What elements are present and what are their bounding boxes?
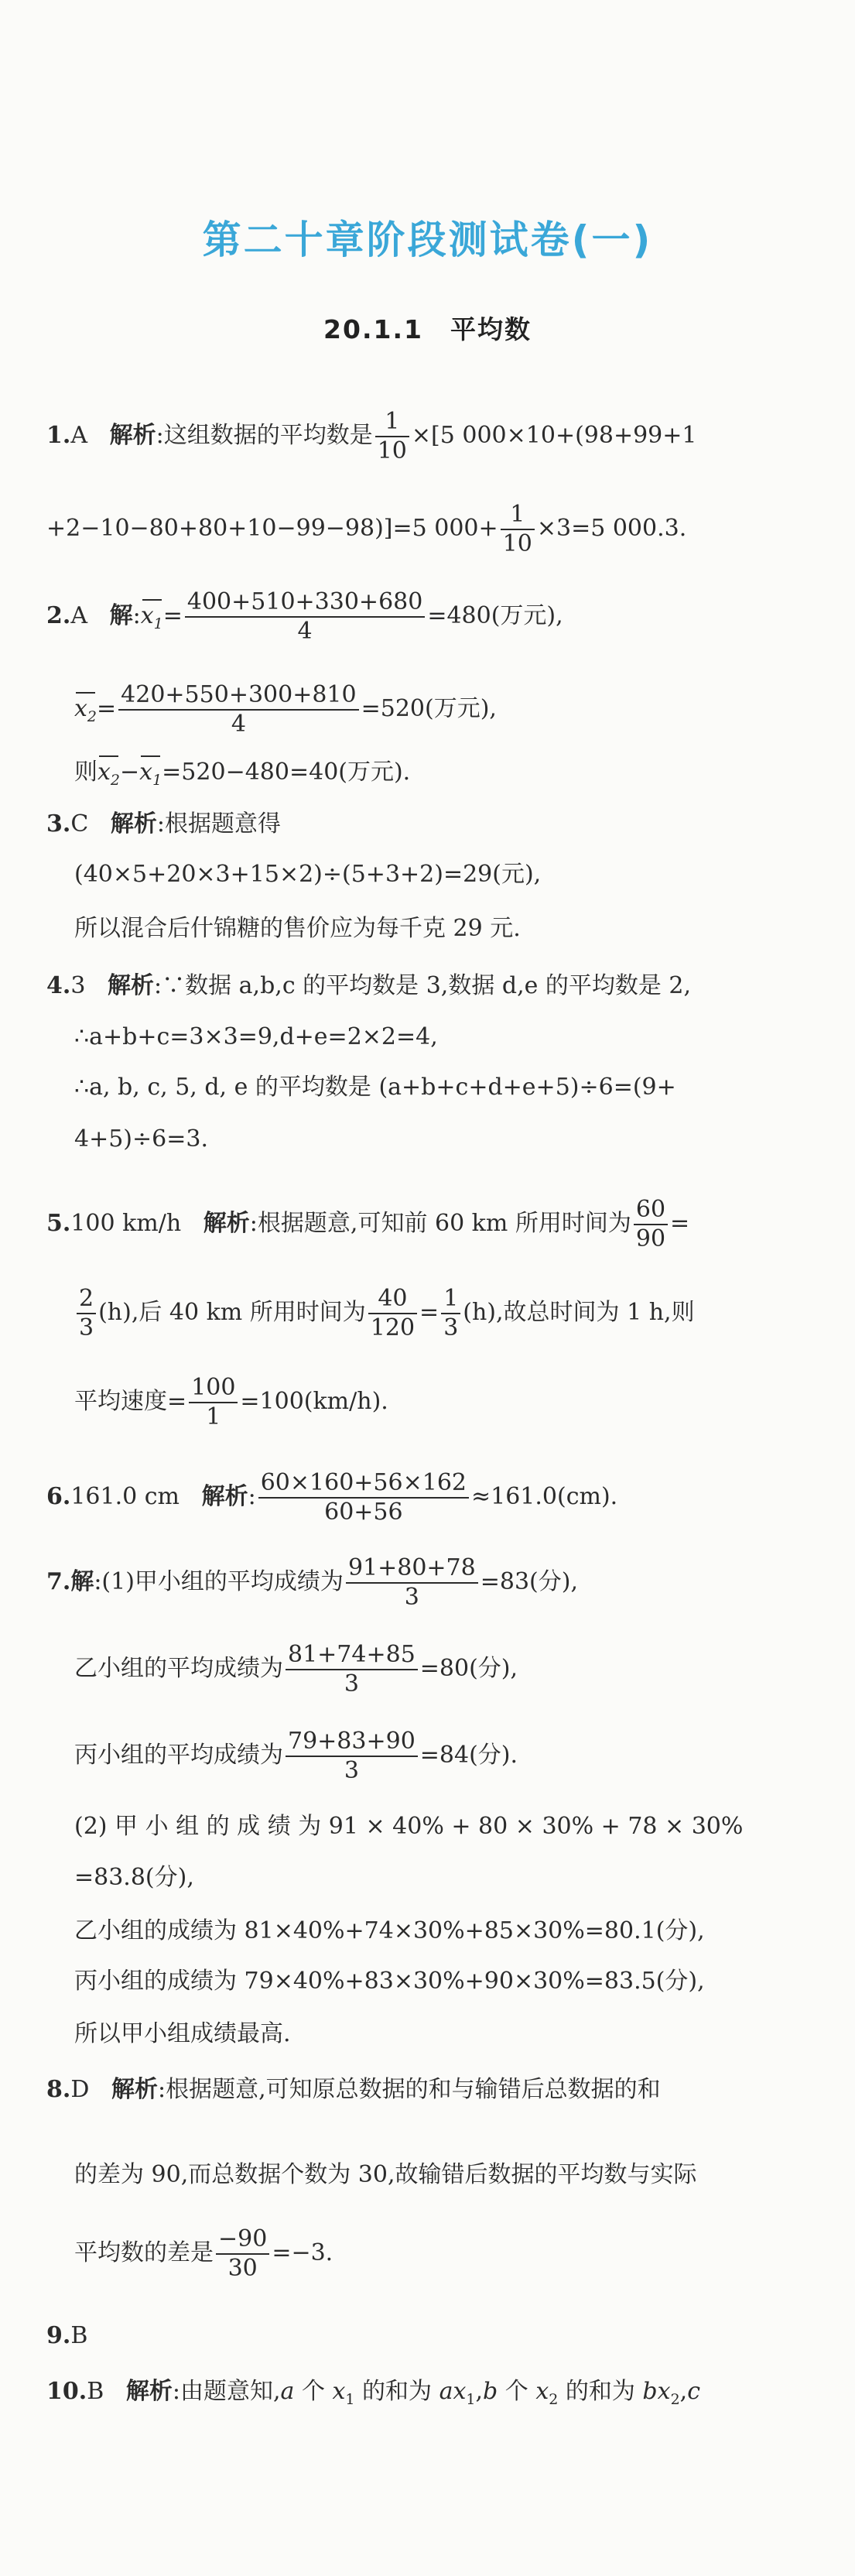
q8-number: 8. (46, 2076, 71, 2103)
q5-text: = (419, 1299, 439, 1326)
q5-fraction-3 (368, 1285, 417, 1342)
q2-text: : (132, 602, 141, 629)
fraction-den: 60+56 (324, 1499, 403, 1526)
q7-text: =84(分). (419, 1742, 518, 1769)
q9-number: 9. (46, 2322, 71, 2349)
q7-text: =83(分), (480, 1568, 578, 1595)
q4-line-3: ∴a, b, c, 5, d, e 的平均数是 (a+b+c+d+e+5)÷6=(9+ (74, 1074, 676, 1101)
q2-answer: A (70, 602, 87, 629)
q1-fraction-2-den: 10 (502, 530, 532, 557)
q4-answer: 3 (70, 972, 86, 999)
fraction-num: 1 (441, 1285, 460, 1314)
q1-text: ×[5 000×10+(98+99+1 (411, 422, 697, 449)
q4-line-2: ∴a+b+c=3×3=9,d+e=2×2=4, (74, 1023, 438, 1050)
fraction-den: 120 (370, 1314, 416, 1341)
q8-text: =−3. (272, 2239, 333, 2266)
q5-text: = (670, 1210, 690, 1237)
q10-text: 的和为 (354, 2378, 439, 2405)
q10-text: :由题意知, (172, 2378, 281, 2405)
q5-line-1 (46, 1196, 689, 1253)
q5-keyword: 解析 (203, 1210, 250, 1237)
var-x: x (657, 2378, 671, 2405)
q6-number: 6. (46, 1483, 71, 1510)
fraction-den: 3 (344, 1670, 359, 1697)
var-x: x (139, 759, 153, 786)
subscript: 1 (153, 615, 163, 632)
q6-text: : (248, 1483, 256, 1510)
q2-mean-x1 (139, 757, 162, 796)
q8-keyword: 解析 (111, 2076, 158, 2103)
fraction-num: 60×160+56×162 (258, 1469, 469, 1499)
q5-fraction-5 (189, 1374, 238, 1431)
q9-line-1 (46, 2321, 87, 2352)
q2-fraction-1 (185, 588, 425, 646)
fraction-num: 91+80+78 (346, 1554, 478, 1584)
fraction-den: 3 (79, 1314, 94, 1341)
page-title: 第二十章阶段测试卷(一) (202, 218, 653, 262)
q2-text: =520−480=40(万元). (162, 759, 411, 786)
var-b: b (642, 2378, 658, 2405)
q1-answer: A (70, 422, 87, 449)
q1-text: :这组数据的平均数是 (156, 422, 373, 449)
q7-line-4: (2) 甲 小 组 的 成 绩 为 91 × 40% + 80 × 30% + 78 × 30% (74, 1813, 744, 1840)
q2-text: = (97, 695, 117, 722)
q10-number: 10. (46, 2378, 87, 2405)
var-a: a (439, 2378, 453, 2405)
subscript: 2 (110, 772, 121, 789)
q7-keyword: 解 (70, 1568, 94, 1595)
fraction-den: 3 (344, 1757, 359, 1784)
q7-line-2 (74, 1641, 518, 1698)
fraction-num: 40 (368, 1285, 417, 1314)
subscript: 1 (466, 2391, 476, 2408)
q7-fraction-2 (286, 1641, 418, 1698)
q8-answer: D (70, 2076, 90, 2103)
q6-fraction (258, 1469, 469, 1526)
q2-line-1 (46, 588, 563, 646)
q2-text: =520(万元), (361, 695, 497, 722)
var-x: x (97, 759, 111, 786)
q2-line-2 (74, 681, 497, 738)
fraction-num: 60 (634, 1196, 668, 1225)
var-x: x (535, 2378, 549, 2405)
var-x: x (332, 2378, 346, 2405)
q2-fraction-2-den: 4 (231, 711, 246, 738)
fraction-den: 1 (206, 1403, 221, 1430)
q8-text: :根据题意,可知原总数据的和与输错后总数据的和 (158, 2076, 661, 2103)
q10-text: 个 (498, 2378, 536, 2405)
q8-line-2: 的差为 90,而总数据个数为 30,故输错后数据的平均数与实际 (74, 2161, 697, 2188)
q5-answer: 100 km/h (70, 1210, 182, 1237)
q1-text: +2−10−80+80+10−99−98)]=5 000+ (46, 515, 498, 542)
q8-fraction (216, 2225, 269, 2283)
q1-keyword: 解析 (109, 422, 156, 449)
section-subtitle: 20.1.1 平均数 (323, 314, 532, 344)
q7-text: 丙小组的平均成绩为 (74, 1742, 283, 1769)
q5-line-3 (74, 1374, 388, 1431)
q1-fraction-1 (375, 408, 409, 465)
q9-answer: B (70, 2322, 88, 2349)
q7-number: 7. (46, 1568, 71, 1595)
var-c: c (687, 2378, 701, 2405)
q1-line-1 (46, 408, 697, 465)
q4-line-1 (46, 971, 691, 1002)
q8-line-3 (74, 2225, 333, 2283)
q8-line-1 (46, 2074, 661, 2105)
q5-text: 平均速度= (74, 1388, 187, 1415)
q5-line-2 (74, 1285, 695, 1342)
q2-line-3 (74, 757, 410, 796)
q7-text: 乙小组的平均成绩为 (74, 1655, 283, 1682)
q6-text: ≈161.0(cm). (471, 1483, 618, 1510)
q1-line-2 (46, 501, 686, 558)
q5-fraction-1 (634, 1196, 668, 1253)
q4-keyword: 解析 (108, 972, 155, 999)
var-b: b (483, 2378, 498, 2405)
subscript: 2 (87, 708, 97, 725)
q7-line-8: 所以甲小组成绩最高. (74, 2020, 291, 2047)
q2-text: =480(万元), (427, 602, 563, 629)
fraction-num: 79+83+90 (286, 1728, 418, 1757)
q3-line-1 (46, 809, 281, 840)
q5-text: :根据题意,可知前 60 km 所用时间为 (249, 1210, 631, 1237)
q8-text: 平均数的差是 (74, 2239, 214, 2266)
q7-text: =80(分), (419, 1655, 518, 1682)
q5-number: 5. (46, 1210, 71, 1237)
q10-text: 个 (294, 2378, 333, 2405)
q1-text: ×3=5 000.3. (536, 515, 687, 542)
q4-number: 4. (46, 972, 71, 999)
q1-fraction-2-num: 1 (501, 501, 535, 530)
q3-text: :根据题意得 (156, 810, 282, 838)
q5-text: (h),后 40 km 所用时间为 (98, 1299, 366, 1326)
fraction-num: 100 (189, 1374, 238, 1403)
q7-fraction-3 (286, 1728, 418, 1785)
q2-fraction-2-num: 420+550+300+810 (118, 681, 358, 711)
q2-mean-x2 (74, 694, 97, 732)
q7-line-6: 乙小组的成绩为 81×40%+74×30%+85×30%=80.1(分), (74, 1917, 705, 1944)
q2-text: − (120, 759, 140, 786)
q10-line-1 (46, 2376, 700, 2415)
q10-answer: B (87, 2378, 104, 2405)
q4-line-4: 4+5)÷6=3. (74, 1125, 208, 1153)
q1-number: 1. (46, 422, 71, 449)
q2-text: 则 (74, 759, 97, 786)
q3-line-3: 所以混合后什锦糖的售价应为每千克 29 元. (74, 915, 521, 942)
q5-fraction-2 (77, 1285, 96, 1342)
q1-fraction-2 (501, 501, 535, 558)
q2-number: 2. (46, 602, 71, 629)
q4-text: :∵数据 a,b,c 的平均数是 3,数据 d,e 的平均数是 2, (154, 972, 692, 999)
fraction-den: 90 (635, 1225, 666, 1252)
q1-fraction-1-num: 1 (375, 408, 409, 437)
q3-keyword: 解析 (110, 810, 157, 838)
q6-answer: 161.0 cm (70, 1483, 180, 1510)
subscript: 1 (152, 772, 162, 789)
q7-line-7: 丙小组的成绩为 79×40%+83×30%+90×30%=83.5(分), (74, 1968, 705, 1995)
subscript: 2 (549, 2391, 559, 2408)
q2-fraction-2 (118, 681, 358, 738)
q10-text: , (679, 2378, 688, 2405)
q3-number: 3. (46, 810, 71, 838)
q7-line-5: =83.8(分), (74, 1864, 194, 1891)
var-x: x (453, 2378, 467, 2405)
q2-fraction-1-den: 4 (297, 618, 313, 645)
q7-text: :(1)甲小组的平均成绩为 (94, 1568, 344, 1595)
q2-fraction-1-num: 400+510+330+680 (185, 588, 425, 618)
q2-keyword: 解 (109, 602, 133, 629)
q10-text: 的和为 (558, 2378, 643, 2405)
subscript: 1 (345, 2391, 355, 2408)
q2-text: = (162, 602, 183, 629)
q7-line-3 (74, 1728, 518, 1785)
fraction-num: 81+74+85 (286, 1641, 418, 1670)
fraction-num: 2 (77, 1285, 96, 1314)
q2-mean-x2 (97, 757, 120, 796)
q2-mean-x1 (141, 601, 163, 639)
q7-fraction-1 (346, 1554, 478, 1612)
fraction-num: −90 (216, 2225, 269, 2255)
q7-line-1 (46, 1554, 578, 1612)
var-x: x (74, 695, 87, 722)
q1-fraction-1-den: 10 (377, 437, 407, 464)
q5-fraction-4 (441, 1285, 460, 1342)
fraction-den: 30 (227, 2255, 258, 2282)
q10-text: , (475, 2378, 484, 2405)
q6-line-1 (46, 1469, 617, 1526)
var-a: a (280, 2378, 295, 2405)
fraction-den: 3 (404, 1584, 419, 1611)
q3-line-2: (40×5+20×3+15×2)÷(5+3+2)=29(元), (74, 861, 542, 888)
q5-text: =100(km/h). (240, 1388, 388, 1415)
q6-keyword: 解析 (201, 1483, 248, 1510)
q10-keyword: 解析 (125, 2378, 173, 2405)
var-x: x (140, 602, 154, 629)
q5-text: (h),故总时间为 1 h,则 (463, 1299, 695, 1326)
fraction-den: 3 (443, 1314, 459, 1341)
q3-answer: C (70, 810, 89, 838)
subscript: 2 (670, 2391, 680, 2408)
